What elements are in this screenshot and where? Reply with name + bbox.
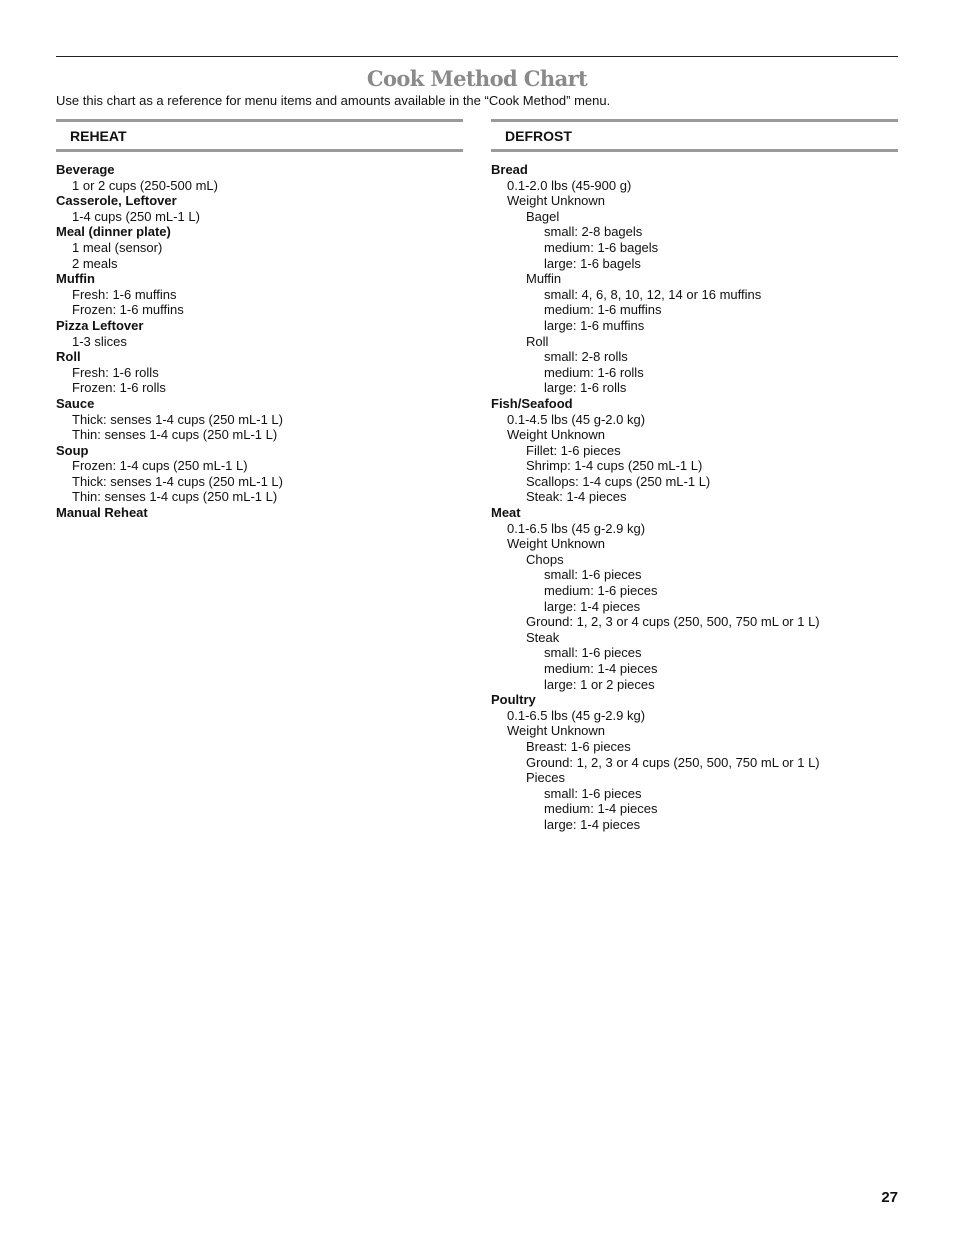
list-item: medium: 1-4 pieces bbox=[544, 661, 658, 676]
list-item: Ground: 1, 2, 3 or 4 cups (250, 500, 750 mL or 1 L) bbox=[526, 754, 820, 770]
category-heading: Sauce bbox=[56, 395, 95, 411]
list-item: Frozen: 1-6 muffins bbox=[72, 302, 184, 318]
list-item: 1 meal (sensor) bbox=[72, 239, 163, 255]
list-item: medium: 1-6 rolls bbox=[544, 364, 644, 380]
list-item: Thin: senses 1-4 cups (250 mL-1 L) bbox=[72, 489, 278, 505]
list-item: Thin: senses 1-4 cups (250 mL-1 L) bbox=[72, 427, 278, 443]
category-heading: Fish/Seafood bbox=[491, 395, 573, 411]
list-item: Breast: 1-6 pieces bbox=[526, 738, 631, 754]
list-item: 0.1-2.0 lbs (45-900 g) bbox=[507, 177, 632, 193]
category-heading: Roll bbox=[56, 349, 81, 365]
list-item: 1-3 slices bbox=[72, 333, 127, 349]
list-item: Pieces bbox=[526, 770, 566, 786]
list-item: large: 1-4 pieces bbox=[544, 816, 641, 832]
list-item: 2 meals bbox=[72, 255, 118, 271]
list-item: 0.1-6.5 lbs (45 g-2.9 kg) bbox=[507, 707, 646, 723]
list-item: 1 or 2 cups (250-500 mL) bbox=[72, 177, 218, 193]
list-item: small: 2-8 rolls bbox=[544, 349, 628, 365]
list-item: Frozen: 1-4 cups (250 mL-1 L) bbox=[72, 458, 248, 474]
list-item: Fillet: 1-6 pieces bbox=[526, 442, 621, 458]
list-item: medium: 1-6 pieces bbox=[544, 583, 658, 599]
list-item: 1-4 cups (250 mL-1 L) bbox=[72, 208, 200, 224]
list-item: Shrimp: 1-4 cups (250 mL-1 L) bbox=[526, 458, 703, 474]
category-heading: Soup bbox=[56, 442, 89, 458]
list-item: Weight Unknown bbox=[507, 723, 606, 739]
reheat-header: REHEAT bbox=[56, 119, 463, 152]
category-heading: Bread bbox=[491, 162, 528, 177]
list-item: Thick: senses 1-4 cups (250 mL-1 L) bbox=[72, 411, 283, 427]
list-item: large: 1 or 2 pieces bbox=[544, 676, 655, 692]
category-heading: Casserole, Leftover bbox=[56, 193, 177, 209]
category-heading: Beverage bbox=[56, 162, 115, 177]
list-item: medium: 1-4 pieces bbox=[544, 801, 658, 817]
page-number: 27 bbox=[881, 1189, 898, 1206]
list-item: Muffin bbox=[526, 271, 562, 287]
list-item: Frozen: 1-6 rolls bbox=[72, 380, 166, 396]
list-item: 0.1-4.5 lbs (45 g-2.0 kg) bbox=[507, 411, 646, 427]
list-item: 0.1-6.5 lbs (45 g-2.9 kg) bbox=[507, 520, 646, 536]
defrost-column bbox=[491, 119, 898, 832]
top-rule bbox=[56, 56, 898, 57]
list-item: medium: 1-6 bagels bbox=[544, 239, 659, 255]
intro-text: Use this chart as a reference for menu items and amounts available in the “Cook Method” menu. bbox=[56, 93, 611, 108]
list-item: small: 1-6 pieces bbox=[544, 645, 642, 661]
list-item: large: 1-4 pieces bbox=[544, 598, 641, 614]
reheat-list bbox=[56, 162, 283, 521]
list-item: Chops bbox=[526, 551, 564, 567]
category-heading: Meat bbox=[491, 505, 521, 521]
list-item: Weight Unknown bbox=[507, 193, 606, 209]
list-item: Steak bbox=[526, 629, 560, 645]
list-item: Weight Unknown bbox=[507, 427, 606, 443]
reheat-column bbox=[56, 119, 463, 521]
list-item: large: 1-6 muffins bbox=[544, 317, 645, 333]
list-item: Ground: 1, 2, 3 or 4 cups (250, 500, 750 mL or 1 L) bbox=[526, 614, 820, 630]
page-title: Cook Method Chart bbox=[366, 66, 588, 91]
list-item: small: 2-8 bagels bbox=[544, 224, 643, 240]
category-heading: Muffin bbox=[56, 271, 95, 287]
defrost-list bbox=[491, 162, 820, 833]
list-item: Bagel bbox=[526, 208, 560, 224]
category-heading: Meal (dinner plate) bbox=[56, 224, 171, 240]
category-heading: Pizza Leftover bbox=[56, 317, 144, 333]
list-item: Fresh: 1-6 rolls bbox=[72, 364, 159, 380]
list-item: Weight Unknown bbox=[507, 536, 606, 552]
list-item: small: 1-6 pieces bbox=[544, 785, 642, 801]
list-item: Scallops: 1-4 cups (250 mL-1 L) bbox=[526, 473, 711, 489]
list-item: small: 1-6 pieces bbox=[544, 567, 642, 583]
list-item: Fresh: 1-6 muffins bbox=[72, 286, 177, 302]
list-item: Steak: 1-4 pieces bbox=[526, 489, 627, 505]
list-item: Roll bbox=[526, 333, 549, 349]
list-item: small: 4, 6, 8, 10, 12, 14 or 16 muffins bbox=[544, 286, 762, 302]
list-item: large: 1-6 rolls bbox=[544, 380, 627, 396]
category-heading: Poultry bbox=[491, 692, 536, 708]
category-heading: Manual Reheat bbox=[56, 505, 148, 521]
list-item: medium: 1-6 muffins bbox=[544, 302, 662, 318]
list-item: large: 1-6 bagels bbox=[544, 255, 641, 271]
defrost-header: DEFROST bbox=[491, 119, 898, 152]
list-item: Thick: senses 1-4 cups (250 mL-1 L) bbox=[72, 473, 283, 489]
